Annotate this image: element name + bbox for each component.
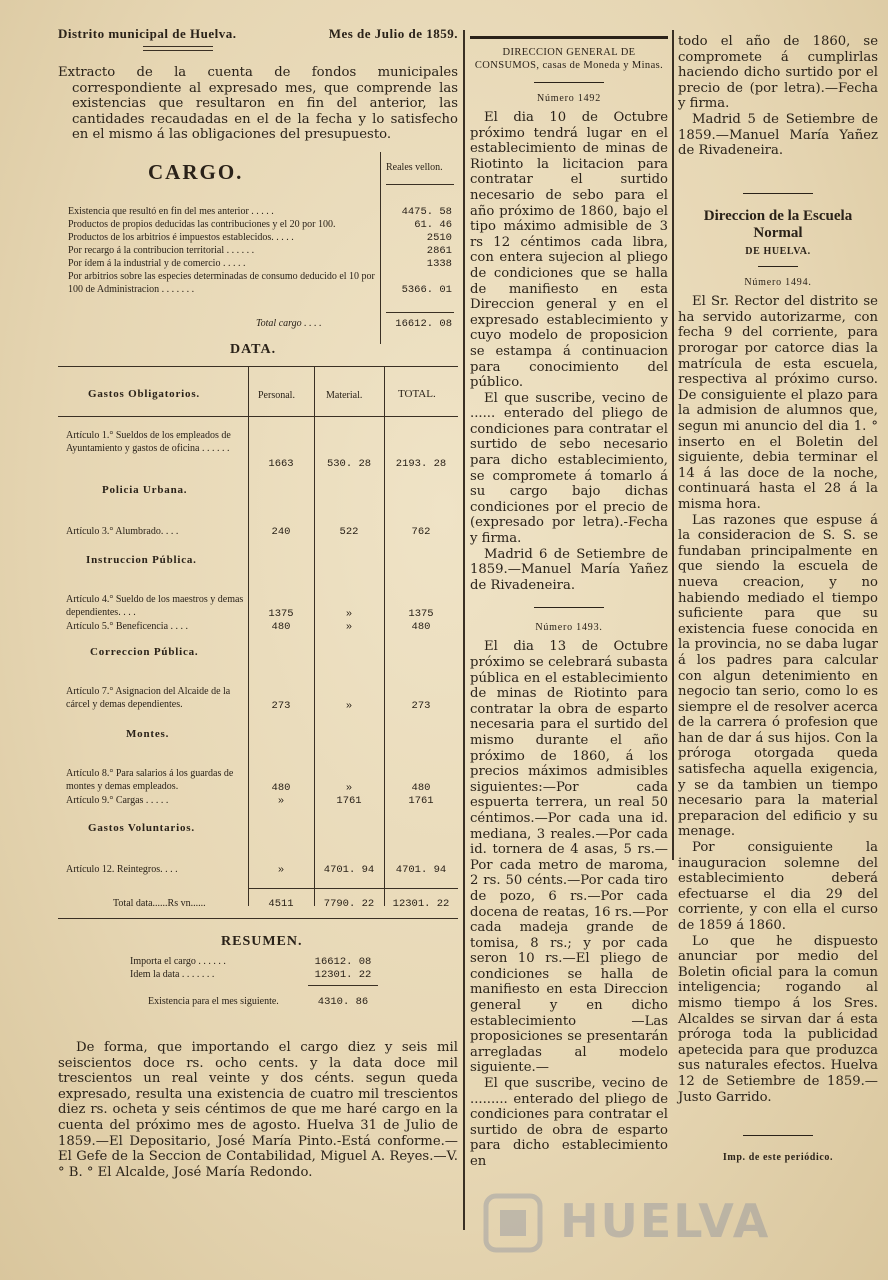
- data-row-label: Artículo 3.° Alumbrado. . . .: [66, 526, 179, 537]
- resumen-data: 12301. 22: [314, 969, 372, 981]
- data-row-label: Artículo 9.° Cargas . . . . .: [66, 795, 169, 806]
- data-total: 2193. 28: [395, 458, 447, 470]
- section-gastos-obligatorios: Gastos Obligatorios.: [88, 388, 200, 400]
- data-material: »: [345, 621, 353, 633]
- data-total-label: Total data......Rs vn......: [113, 898, 206, 909]
- escuela-p2: Las razones que espuse á la consideracion de S. S. se fundaban principalmente en que siendo la escuela de nueva creacion, y no habiendo mediado el tiempo suficiente para que su existencia fuese conocida en la provincia, no se daba lugar á los padres para calcular con algun detenimiento en negocio tan serio, como lo es siempre el de resolver acerca de la carrera ó profesion que han de dar á sus hijos. Con la próroga otorgada queda satisfecha aquella exigencia, y se da tambien un tiempo necesario para la material preparacion del edificio y su menage.: [678, 512, 878, 840]
- cargo-label: Por recargo á la contribucion territorial . . . . . .: [68, 245, 255, 256]
- consumos-heading: DIRECCION GENERAL DE CONSUMOS, casas de Moneda y Minas.: [474, 47, 664, 71]
- escuela-p3: Por consiguiente la inauguracion solemne del establecimiento deberá efectuarse el dia 29 del corriente, y con ella el curso de 1859 á 1860.: [678, 840, 878, 933]
- cargo-amount: 1338: [426, 258, 452, 270]
- escuela-p4: Lo que he dispuesto anunciar por medio del Boletin oficial para la comun inteligencia; rogando al mismo tiempo á los Sres. Alcaldes se sirvan dar á esta próroga toda la publicidad apetecida para que produzca sus naturales efectos. Huelva 12 de Setiembre de 1859.—Justo Garrido.: [678, 933, 878, 1105]
- separator: [758, 266, 798, 267]
- data-row-label: Artículo 5.° Beneficencia . . . .: [66, 621, 189, 632]
- madrid-signature: Madrid 5 de Setiembre de 1859.—Manuel María Yañez de Rivadeneira.: [678, 111, 878, 159]
- text-1492-sign: Madrid 6 de Setiembre de 1859.—Manuel María Yañez de Rivadeneira.: [470, 546, 668, 593]
- data-personal: 1375: [268, 608, 294, 620]
- data-total: 1761: [408, 795, 434, 807]
- data-material: 530. 28: [326, 458, 372, 470]
- imprint: Imp. de este periódico.: [722, 1152, 834, 1164]
- data-total: 273: [411, 700, 431, 712]
- data-header-rule: [58, 416, 458, 417]
- header-right: Mes de Julio de 1859.: [328, 26, 458, 41]
- continuation-text: todo el año de 1860, se compromete á cumplirlas haciendo dicho surtido por el precio de (por letra).—Fecha y firma.: [678, 34, 878, 112]
- data-col-rule-2: [314, 366, 315, 906]
- data-total-personal: 4511: [268, 898, 294, 910]
- resumen-rule: [308, 985, 378, 986]
- separator: [743, 1135, 813, 1136]
- section-instruccion-publica: Instruccion Pública.: [86, 554, 197, 566]
- data-title: DATA.: [230, 342, 277, 357]
- escuela-subheading: DE HUELVA.: [745, 245, 811, 257]
- cargo-header-rule: [386, 184, 454, 185]
- data-total-total: 12301. 22: [392, 898, 450, 910]
- data-total-rule: [248, 888, 458, 889]
- data-personal: 273: [271, 700, 291, 712]
- cargo-label: Existencia que resultó en fin del mes anterior . . . . .: [68, 206, 274, 217]
- cargo-total-label: Total cargo . . . .: [256, 318, 322, 329]
- cargo-label: Productos de los arbitrios é impuestos establecidos. . . . .: [68, 232, 294, 243]
- page-header: [58, 26, 458, 42]
- number-1493: Número 1493.: [535, 622, 603, 634]
- data-total: 762: [411, 526, 431, 538]
- separator: [743, 193, 813, 194]
- column-top-rule: [470, 36, 668, 39]
- data-personal: 240: [271, 526, 291, 538]
- separator: [534, 607, 604, 608]
- section-policia-urbana: Policia Urbana.: [102, 484, 188, 496]
- text-1493: El dia 13 de Octubre próximo se celebrará subasta pública en el establecimiento de minas de Riotinto para contratar la obra de esparto necesaria para el surtido del mismo durante el año próximo de 1860, á los precios máximos admisibles siguientes:—Por cada espuerta terrera, un real 50 céntimos.—Por cada una id. mediana, 3 reales.—Por cada id. tornera de 4 asas, 5 rs.—Por cada metro de maroma, 2 rs. 50 cénts.—Por cada tiro de pozo, 6 rs.—Por cada docena de reatas, 16 rs.—Por cada madeja grande de tomisa, 8 rs.; y por cada seron 10 rs.—El pliego de condiciones se halla de manifiesto en esta Direccion general y en dicho establecimiento —Las proposiciones se presentarán arregladas al modelo siguiente.—: [470, 639, 668, 1076]
- column-municipal-account: [58, 0, 458, 1180]
- data-material: »: [345, 608, 353, 620]
- watermark-text: HUELVA: [560, 1194, 771, 1248]
- data-row-label: Artículo 8.° Para salarios á los guardas de montes y demas empleados.: [66, 768, 234, 792]
- data-total-material: 7790. 22: [323, 898, 375, 910]
- header-left: Distrito municipal de Huelva.: [58, 26, 237, 41]
- data-material: »: [345, 782, 353, 794]
- data-total: 1375: [408, 608, 434, 620]
- section-montes: Montes.: [126, 728, 170, 740]
- data-col-total: TOTAL.: [398, 388, 436, 400]
- escuela-heading: Direccion de la Escuela Normal: [703, 207, 853, 241]
- cargo-amount: 61. 46: [414, 219, 452, 231]
- cargo-label: Por arbitrios sobre las especies determinadas de consumo deducido el 10 por 100 de Administracion . . . . . . .: [68, 271, 375, 295]
- cargo-label: Por ídem á la industrial y de comercio . . . . .: [68, 258, 246, 269]
- data-personal: 480: [271, 621, 291, 633]
- text-1492: El dia 10 de Octubre próximo tendrá lugar en el establecimiento de minas de Riotinto la licitacion para contratar el surtido necesario de sebo para el año próximo de 1860, bajo el tipo máximo admisible de 3 rs 12 céntimos cada libra, con entera sujecion al pliego de condiciones que se halla de manifiesto en esta Direccion general y en el expresado establecimiento y cuyo modelo de proposicion se estampa á continuacion para conocimiento del público.: [470, 110, 668, 391]
- data-material: 4701. 94: [323, 864, 375, 876]
- data-material: 1761: [336, 795, 362, 807]
- data-bottom-rule: [58, 918, 458, 919]
- column-rule-1: [463, 30, 465, 1230]
- resumen-exist: 4310. 86: [317, 996, 369, 1008]
- cargo-amount: 2861: [426, 245, 452, 257]
- column-escuela-normal: [678, 0, 878, 1165]
- data-row-label: Artículo 1.° Sueldos de los empleados de Ayuntamiento y gastos de oficina . . . . . .: [66, 430, 231, 454]
- cargo-amount: 2510: [426, 232, 452, 244]
- number-1492: Número 1492: [536, 93, 602, 104]
- separator: [534, 82, 604, 83]
- cargo-label: Productos de propios deducidas las contribuciones y el 20 por 100.: [68, 219, 336, 230]
- column-rule-2: [672, 30, 674, 860]
- data-material: »: [345, 700, 353, 712]
- data-personal: »: [277, 864, 285, 876]
- text-1492-model: El que suscribe, vecino de ...... enterado del pliego de condiciones para contratar el surtido de sebo necesario para dicho establecimiento, se compromete á tomarlo á su cargo bajo dichas condiciones por el precio de (expresado por letra).-Fecha y firma.: [470, 390, 668, 547]
- number-1494: Número 1494.: [744, 277, 812, 289]
- data-col-rule-1: [248, 366, 249, 906]
- resumen-exist-label: Existencia para el mes siguiente.: [148, 996, 279, 1007]
- data-col-material: Material.: [326, 390, 363, 401]
- data-row-label: Artículo 4.° Sueldo de los maestros y demas dependientes. . . .: [66, 594, 244, 618]
- cargo-title: CARGO.: [148, 160, 244, 184]
- resumen-cargo: 16612. 08: [314, 956, 372, 968]
- cargo-total-amount: 16612. 08: [395, 318, 452, 330]
- resumen-title: RESUMEN.: [221, 934, 303, 949]
- data-total: 4701. 94: [395, 864, 447, 876]
- column-direccion-consumos: [470, 0, 668, 1170]
- data-material: 522: [339, 526, 359, 538]
- section-gastos-voluntarios: Gastos Voluntarios.: [88, 822, 195, 834]
- cargo-col-header: Reales vellon.: [386, 162, 443, 173]
- resumen-cargo-label: Importa el cargo . . . . . .: [130, 956, 226, 967]
- data-top-rule: [58, 366, 458, 367]
- extracto-paragraph: Extracto de la cuenta de fondos municipales correspondiente al expresado mes, que comprende las existencias que resultaron en fin del anterior, las cantidades recaudadas en el de la fecha y lo satisfecho en el mismo á las obligaciones del presupuesto.: [58, 65, 458, 143]
- data-row-label: Artículo 12. Reintegros. . . .: [66, 864, 178, 875]
- data-personal: 1663: [268, 458, 294, 470]
- cargo-total-rule: [386, 312, 454, 313]
- header-ornament: [143, 46, 213, 51]
- data-personal: »: [277, 795, 285, 807]
- cargo-col-rule: [380, 152, 381, 344]
- archive-watermark: [480, 1188, 810, 1258]
- data-total: 480: [411, 782, 431, 794]
- data-col-rule-3: [384, 366, 385, 906]
- data-row-label: Artículo 7.° Asignacion del Alcaide de la cárcel y demas dependientes.: [66, 686, 231, 710]
- cargo-amount: 5366. 01: [401, 284, 452, 296]
- data-personal: 480: [271, 782, 291, 794]
- data-col-personal: Personal.: [258, 390, 295, 401]
- cargo-amount: 4475. 58: [401, 206, 452, 218]
- text-1493-model: El que suscribe, vecino de ......... enterado del pliego de condiciones para contratar el surtido de obra de esparto para dicho establecimiento en: [470, 1076, 668, 1169]
- closing-paragraph: De forma, que importando el cargo diez y seis mil seiscientos doce rs. ocho cents. y la data doce mil trescientos un real veinte y dos cénts. segun queda expresado, resulta una existencia de cuatro mil trescientos diez rs. ocheta y seis céntimos de que me haré cargo en la cuenta del próximo mes de agosto. Huelva 31 de Julio de 1859.—El Depositario, José María Pinto.-Está conforme.—El Gefe de la Seccion de Contabilidad, Miguel A. Reyes.—V. ° B. ° El Alcalde, José María Redondo.: [58, 1040, 458, 1180]
- section-correccion-publica: Correccion Pública.: [90, 646, 199, 658]
- resumen-data-label: Idem la data . . . . . . .: [130, 969, 215, 980]
- data-total: 480: [411, 621, 431, 633]
- escuela-p1: El Sr. Rector del distrito se ha servido autorizarme, con fecha 9 del corriente, para prorogar por catorce dias la matrícula de esta escuela, respectiva al próximo curso. De consiguiente el plazo para la admision de alumnos que, segun mi anuncio del dia 1. ° inserto en el Boletin del siguiente, debia terminar el 14 á las doce de la noche, continuará hasta el 28 á la misma hora.: [678, 294, 878, 512]
